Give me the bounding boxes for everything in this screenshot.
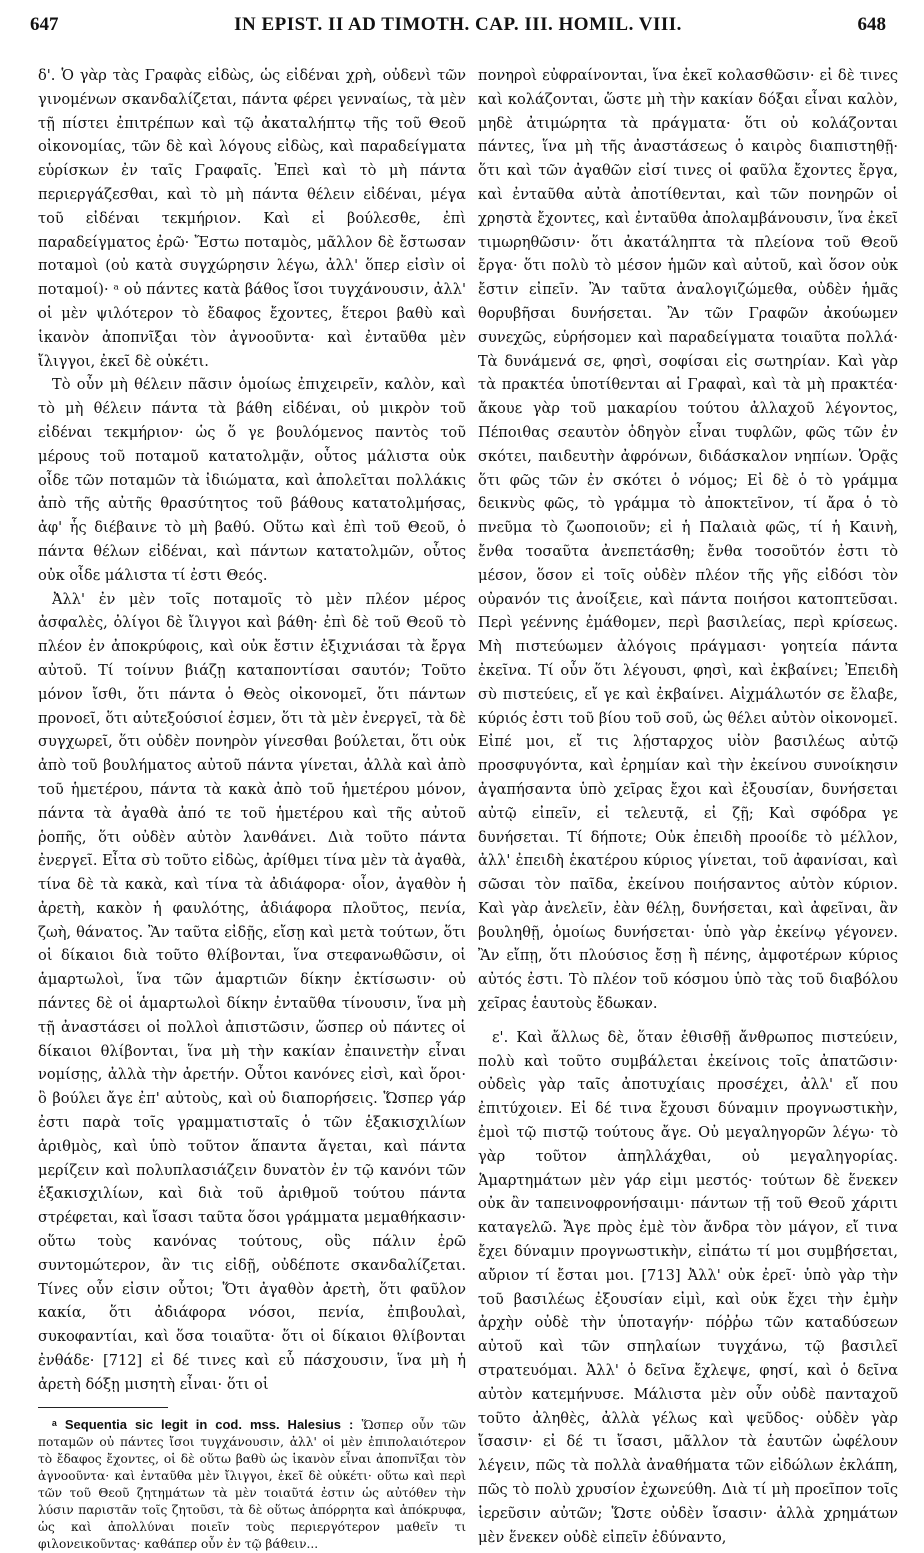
paragraph: δ'. Ὁ γὰρ τὰς Γραφὰς εἰδὼς, ὡς εἰδέναι χρὴ, οὐδενὶ τῶν γινομένων σκανδαλίζεται, πάντα φέρει γενναίως, τὰ μὲν τῇ πίστει ἐπιτρέπων καὶ τῷ ἀκαταλήπτῳ τῆς τοῦ Θεοῦ οἰκονομίας, τῶν δὲ καὶ λόγους εἰδὼς, καὶ παραδείγματα εὑρίσκων ἐν ταῖς Γραφαῖς. Ἐπεὶ καὶ τὸ μὴ πάντα περιεργάζεσθαι, καὶ τὸ μὴ πάντα θέλειν εἰδέναι, μέγα τοῦ εἰδέναι τεκμήριον. Καὶ εἰ βούλεσθε, ἐπὶ παραδείγματος ἐρῶ· Ἔστω ποταμὸς, μᾶλλον δὲ ἔστωσαν ποταμοὶ (οὐ κατὰ συγχώρησιν λέγω, ἀλλ' ὅπερ εἰσὶν οἱ ποταμοί)· ᵃ οὐ πάντες κατὰ βάθος ἴσοι τυγχάνουσιν, ἀλλ' οἱ μὲν ψιλότερον τὸ ἔδαφος ἔχοντες, ἕτεροι βαθὺ καὶ ἱκανὸν ἀποπνῖξαι τὸν ἀγνοοῦντα· καὶ ἐνταῦθα μὲν ἴλιγγοι, ἐκεῖ δὲ οὐκέτι.: [38, 67, 466, 370]
running-title: IN EPIST. II AD TIMOTH. CAP. III. HOMIL. VIII.: [234, 14, 682, 35]
paragraph: Τὸ οὖν μὴ θέλειν πᾶσιν ὁμοίως ἐπιχειρεῖν, καλὸν, καὶ τὸ μὴ θέλειν πάντα τὰ βάθη εἰδέναι, οὐ μικρὸν τοῦ εἰδέναι τεκμήριον· ὡς ὅ γε βουλόμενος παντὸς τοῦ μέρους τοῦ ποταμοῦ κατατολμᾷν, οὗτος μάλιστα οὐκ οἶδε τῶν ποταμῶν τὰ ἰδιώματα, καὶ ἀπολεῖται πολλάκις ἀπὸ τῆς αὐτῆς θρασύτητος τοῦ βάθους κατατολμήσας, ἀφ' ἧς διέβαινε τὸ μὴ βαθύ. Οὕτω καὶ ἐπὶ τοῦ Θεοῦ, ὁ πάντα θέλων εἰδέναι, καὶ πάντων κατατολμῶν, οὗτος οὐκ οἶδε μάλιστα τί ἐστι Θεός.: [38, 376, 466, 584]
paragraph: ε'. Καὶ ἄλλως δὲ, ὅταν ἐθισθῇ ἄνθρωπος πιστεύειν, πολὺ καὶ τοῦτο συμβάλεται ἐκείνοις τοῖς ἀπατῶσιν· οὐδεὶς γὰρ ταῖς ἀποτυχίαις προσέχει, ἀλλ' εἴ που ἐπιτύχοιεν. Εἰ δέ τινα ἔχουσι δύναμιν προγνωστικὴν, ἐμοὶ τῷ πιστῷ τούτους ἄγε. Οὐ μεγαληγορῶν λέγω· τὸ γὰρ τοῦτον ἀπηλλάχθαι, οὐ μεγαληγορίας. Ἁμαρτημάτων μὲν γάρ εἰμι μεστός· τούτων δὲ ἕνεκεν οὐκ ἂν ταπεινοφρονήσαιμι· πάντων τῇ τοῦ Θεοῦ χάριτι καταγελῶ. Ἄγε πρὸς ἐμὲ τὸν ἄνδρα τὸν μάγον, εἴ τινα ἔχει δύναμιν προγνωστικὴν, εἰπάτω τί μοι συμβήσεται, αὔριον τί ἔσται μοι. [713] Ἀλλ' οὐκ ἐρεῖ· ὑπὸ γὰρ τὴν τοῦ βασιλέως ἐξουσίαν εἰμὶ, καὶ οὐκ ἔχει τὴν ἐμὴν ἀρχὴν οὐδὲ τὴν ὑποταγήν· πόῤῥω τῶν καταδύσεων αὐτοῦ καὶ τῶν σπηλαίων τυγχάνω, τῷ βασιλεῖ στρατευόμαι. Ἀλλ' ὁ δεῖνα ἔχλεψε, φησί, καὶ ὁ δεῖνα αὐτὸν κατεμήνυσε. Μάλιστα μὲν οὖν οὐδὲ πανταχοῦ τοῦτο ἀληθὲς, ἀλλὰ γέλως καὶ ψεῦδος· οὐδὲν γὰρ ἴσασιν· εἰ δέ τι ἴσασι, μᾶλλον τὰ ἑαυτῶν ὠφέλουν λέγειν, πῶς τὰ πολλὰ ἀναθήματα τῶν εἰδώλων ἐκλάπη, πῶς τὸ πολὺ χρυσίον ἐχωνεύθη. Διὰ τί μὴ προεῖπον τοῖς ἱερεῦσιν αὐτῶν; Ὥστε οὐδὲν ἴσασιν· ἀλλὰ χρημάτων μὲν ἕνεκεν οὐδὲ εἰπεῖν ἐδύναντο,: [478, 1028, 898, 1546]
left-column: [38, 64, 466, 1553]
paragraph: πονηροὶ εὐφραίνονται, ἵνα ἐκεῖ κολασθῶσιν· εἰ δὲ τινες καὶ κολάζονται, ὥστε μὴ τὴν κακίαν δόξαι εἶναι καλὸν, μηδὲ ἀτιμώρητα τὰ πράγματα· ὅτι οὐ κολάζονται πάντες, ἵνα μὴ τῆς ἀναστάσεως ὁ καιρὸς διαπιστηθῇ· ὅτι καὶ τῶν ἀγαθῶν εἰσί τινες οἱ φαῦλα ἔχοντες ἔργα, καὶ ἐνταῦθα αὐτὰ ἀποτίθενται, καὶ τῶν πονηρῶν οἱ χρηστὰ ἔχοντες, καὶ ἐνταῦθα ἀπολαμβάνουσιν, ἵνα ἐκεῖ τιμωρηθῶσιν· ὅτι ἀκατάληπτα τὰ πλείονα τοῦ Θεοῦ ἔργα· ὅτι πολὺ τὸ μέσον ἡμῶν καὶ αὐτοῦ, καὶ ὅσον οὐκ ἔστιν εἰπεῖν. Ἂν ταῦτα ἀναλογιζώμεθα, οὐδὲν ἡμᾶς θορυβῆσαι δυνήσεται. Ἂν τῶν Γραφῶν ἀκούωμεν συνεχῶς, εὑρήσομεν καὶ παραδείγματα τοιαῦτα πολλά· Τὰ δυνάμενά σε, φησὶ, σοφίσαι εἰς σωτηρίαν. Καὶ γὰρ τὰ πρακτέα ὑποτίθενται αἱ Γραφαὶ, καὶ τὰ μὴ πρακτέα· ἄκουε γὰρ τοῦ μακαρίου τούτου ἀλλαχοῦ λέγοντος, Πέποιθας σεαυτὸν ὁδηγὸν εἶναι τυφλῶν, φῶς τῶν ἐν σκότει, παιδευτὴν ἀφρόνων, διδάσκαλον νηπίων. Ὁρᾷς ὅτι φῶς τῶν ἐν σκότει ὁ νόμος; Εἰ δὲ ὁ τὸ γράμμα δεικνὺς φῶς, τὸ γράμμα τὸ ἀποκτεῖνον, τί ἄρα ὁ τὸ πνεῦμα τὸ ζωοποιοῦν; εἰ ἡ Παλαιὰ φῶς, τί ἡ Καινὴ, ἔνθα τοσαῦτα ἀνεπετάσθη; ἔνθα τοσοῦτόν ἐστι τὸ μέσον, ὅσον εἰ τοῖς οὐδὲν πλέον τῆς γῆς εἰδόσι τὸν οὐρανόν τις ἀνοίξειε, καὶ πάντα ποιήσοι κατοπτεῦσαι. Περὶ γεέννης ἐμάθομεν, περὶ βασιλείας, περὶ κρίσεως. Μὴ πιστεύωμεν ἀλόγοις πράγμασι· γοητεία πάντα ἐκεῖνα. Τί οὖν ὅτι λέγουσι, φησὶ, καὶ ἐκβαίνει; Ἐπειδὴ σὺ πιστεύεις, εἴ γε καὶ ἐκβαίνει. Αἰχμάλωτόν σε ἔλαβε, κύριός ἐστι τοῦ βίου τοῦ σοῦ, ὡς θέλει αὐτὸν οἰκονομεῖ. Εἰπέ μοι, εἴ τις λῄσταρχος υἱὸν βασιλέως αὐτῷ προσφυγόντα, καὶ ἐρημίαν καὶ τὴν ἐκείνου συνοίκησιν ἀγαπήσαντα ὑπὸ χεῖρας ἔχοι καὶ ἐξουσίαν, δυνήσεται αὐτῷ εἰπεῖν, εἰ τελευτᾷ, εἰ ζῇ; Καὶ σφόδρα γε δυνήσεται. Τί δήποτε; Οὐκ ἐπειδὴ προοίδε τὸ μέλλον, ἀλλ' ἐπειδὴ ἑκατέρου κύριος γίνεται, τοῦ ἀφανίσαι, καὶ σῶσαι τὸν παῖδα, ἐκείνου ποιήσαντος αὐτὸν κύριον. Καὶ γὰρ ἀνελεῖν, ἐὰν θέλῃ, δυνήσεται, καὶ ἀφεῖναι, ἂν βουληθῇ, ὁμοίως δυνήσεται· ὑπὸ γὰρ ἐκείνῳ γέγονεν. Ἂν εἴπῃ, ὅτι πλούσιος ἔσῃ ἢ πένης, ἀμφοτέρων κύριος αὐτός ἐστι. Τὸ πλέον τοῦ κόσμου ὑπὸ τὰς τοῦ διαβόλου χεῖρας ἑαυτοὺς ἔδωκαν.: [478, 67, 898, 1013]
page-number-right: 648: [857, 14, 886, 35]
footnote-divider: [38, 1407, 168, 1408]
right-column: [478, 64, 898, 1549]
footnote-label: ᵃ Sequentia sic legit in cod. mss. Halesius :: [52, 1416, 354, 1432]
paragraph: Ἀλλ' ἐν μὲν τοῖς ποταμοῖς τὸ μὲν πλέον μέρος ἀσφαλὲς, ὀλίγοι δὲ ἴλιγγοι καὶ βάθη· ἐπὶ δὲ τοῦ Θεοῦ τὸ πλέον ἐν ἀποκρύφοις, καὶ οὐκ ἔστιν ἐξιχνιάσαι τὰ ἔργα αὐτοῦ. Τί τοίνυν βιάζῃ καταποντίσαι σαυτόν; Τοῦτο μόνον ἴσθι, ὅτι πάντα ὁ Θεὸς οἰκονομεῖ, ὅτι πάντων προνοεῖ, ὅτι αὐτεξούσιοί ἐσμεν, ὅτι τὰ μὲν ἐνεργεῖ, τὰ δὲ συγχωρεῖ, ὅτι οὐδὲν πονηρὸν γίνεσθαι βούλεται, ὅτι οὐκ ἀπὸ τοῦ βουλήματος αὐτοῦ πάντα γίνεται, ἀλλὰ καὶ ἀπὸ τοῦ ἡμετέρου, πάντα τὰ κακὰ ἀπὸ τοῦ ἡμετέρου μόνον, πάντα τὰ ἀγαθὰ ἀπό τε τοῦ ἡμετέρου καὶ τῆς αὐτοῦ ῥοπῆς, ὅτι οὐδὲν αὐτὸν λανθάνει. Διὰ τοῦτο πάντα ἐνεργεῖ. Εἶτα σὺ τοῦτο εἰδὼς, ἀρίθμει τίνα μὲν τὰ ἀγαθὰ, τίνα δὲ τὰ κακὰ, καὶ τίνα τὰ ἀδιάφορα· οἷον, ἀγαθὸν ἡ ἀρετὴ, κακὸν ἡ φαυλότης, ἀδιάφορα πλοῦτος, πενία, ζωὴ, θάνατος. Ἂν ταῦτα εἰδῇς, εἴσῃ καὶ μετὰ τούτων, ὅτι οἱ δίκαιοι διὰ τοῦτο θλίβονται, ἵνα στεφανωθῶσιν, οἱ ἁμαρτωλοὶ, ἵνα τῶν ἁμαρτιῶν δίκην ἐκτίσωσιν· οὐ πάντες δὲ οἱ ἁμαρτωλοὶ δίκην ἐνταῦθα τίνουσιν, ἵνα μὴ τῇ ἀναστάσει οἱ πολλοὶ ἀπιστῶσιν, ὥσπερ οὐ πάντες οἱ δίκαιοι θλίβονται, ἵνα μὴ τὴν κακίαν ἐπαινετὴν εἶναι νομίσῃς, ἀλλὰ τὴν ἀρετήν. Οὗτοι κανόνες εἰσὶ, καὶ ὅροι· ὃ βούλει ἄγε ἐπ' αὐτοὺς, καὶ οὐ διαπορήσεις. Ὥσπερ γάρ ἐστι παρὰ τοῖς γραμματισταῖς ὁ τῶν ἑξακισχιλίων ἀριθμὸς, καὶ ὑπὸ τοῦτον ἅπαντα ἄγεται, καὶ πάντα μερίζειν καὶ πολυπλασιάζειν δυνατὸν ἐν τῷ κανόνι τῶν ἑξακισχιλίων, καὶ διὰ τοῦ ἀριθμοῦ τούτου πάντα στρέφεται, καὶ ἴσασι ταῦτα ὅσοι γράμματα μεμαθήκασιν· οὕτω τοὺς κανόνας τούτους, οὓς πάλιν ἐρῶ συντομώτερον, ἂν τις εἰδῇ, οὐδέποτε σκανδαλίζεται. Τίνες οὖν εἰσιν οὗτοι; Ὅτι ἀγαθὸν ἀρετὴ, ὅτι φαῦλον κακία, ὅτι ἀδιάφορα νόσοι, πενία, ἐπιβουλαὶ, συκοφαντίαι, καὶ ὅσα τοιαῦτα· ὅτι οἱ δίκαιοι θλίβονται ἐνθάδε· [712] εἰ δέ τινες καὶ εὖ πάσχουσιν, ἵνα μὴ ἡ ἀρετὴ δόξῃ μισητὴ εἶναι· ὅτι οἱ: [38, 590, 466, 1393]
page-number-left: 647: [30, 14, 59, 35]
footnote-text: Ὥσπερ οὖν τῶν ποταμῶν οὐ πάντες ἴσοι τυγχάνουσιν, ἀλλ' οἱ μὲν ἐπιπολαιότερον τὸ ἔδαφος ἔχοντες, οἱ δὲ οὕτω βαθὺ ὡς ἱκανὸν εἶναι ἀποπνῖξαι τὸν ἀγνοοῦντα· καὶ ἐνταῦθα μὲν ἴλιγγοι, ἐκεῖ δὲ οὐκέτι· οὕτω καὶ περὶ τῶν τοῦ Θεοῦ ζητημάτων τὰ μὲν τοιαῦτά ἐστιν ὡς αὐτόθεν τὴν λύσιν παριστᾶν τοῖς ζητοῦσι, τὰ δὲ οὕτως ἀπόρρητα καὶ ἀπόκρυφα, ὡς καὶ ἀπολλύναι ποιεῖν τοὺς περιεργότερον μαθεῖν τι φιλονεικοῦντας· καθάπερ οὖν ἐν τῷ βάθειν...: [38, 1417, 466, 1551]
page-header: [30, 10, 886, 40]
footnote: [38, 1416, 466, 1553]
